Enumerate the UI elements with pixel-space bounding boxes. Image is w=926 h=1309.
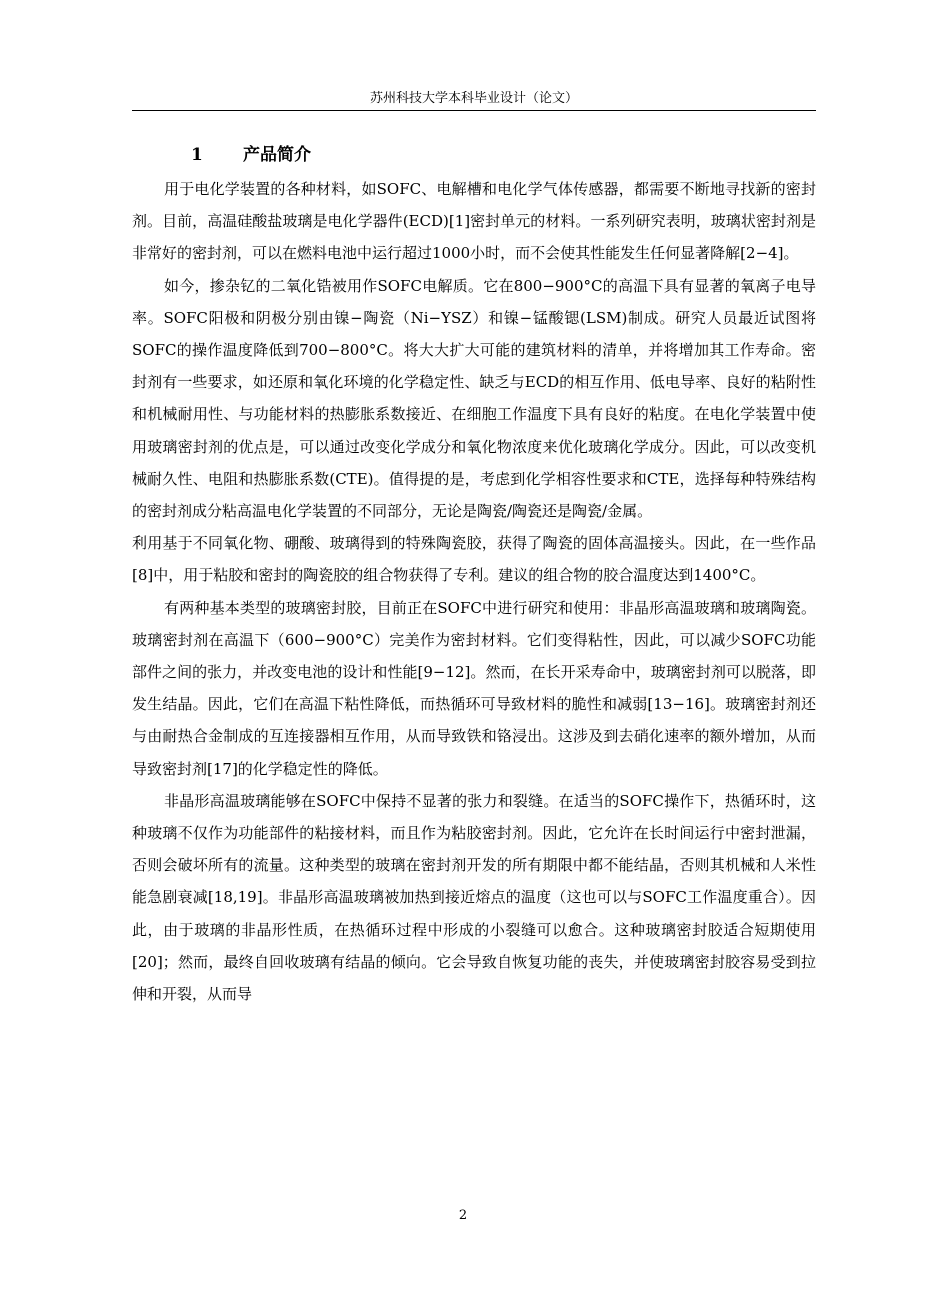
paragraph-3: 利用基于不同氧化物、硼酸、玻璃得到的特殊陶瓷胶，获得了陶瓷的固体高温接头。因此，在一些作品[8]中，用于粘胶和密封的陶瓷胶的组合物获得了专利。建议的组合物的胶合温度达到1400°C。	[132, 534, 816, 585]
section-heading	[191, 142, 311, 168]
page-number: 2	[458, 1208, 468, 1223]
body-text	[132, 173, 816, 1010]
section-title: 产品简介	[243, 145, 311, 165]
paragraph-1: 用于电化学装置的各种材料，如SOFC、电解槽和电化学气体传感器，都需要不断地寻找新的密封剂。目前，高温硅酸盐玻璃是电化学器件(ECD)[1]密封单元的材料。一系列研究表明，玻璃状密封剂是非常好的密封剂，可以在燃料电池中运行超过1000小时，而不会使其性能发生任何显著降解[2−4]。	[132, 180, 816, 263]
paragraph-4: 有两种基本类型的玻璃密封胶，目前正在SOFC中进行研究和使用：非晶形高温玻璃和玻璃陶瓷。玻璃密封剂在高温下（600−900°C）完美作为密封材料。它们变得粘性，因此，可以减少SOFC功能部件之间的张力，并改变电池的设计和性能[9−12]。然而，在长开采寿命中，玻璃密封剂可以脱落，即发生结晶。因此，它们在高温下粘性降低，而热循环可导致材料的脆性和减弱[13−16]。玻璃密封剂还与由耐热合金制成的互连接器相互作用，从而导致铁和铬浸出。这涉及到去硝化速率的额外增加，从而导致密封剂[17]的化学稳定性的降低。	[132, 598, 816, 778]
paragraph-2: 如今，掺杂钇的二氧化锆被用作SOFC电解质。它在800−900°C的高温下具有显著的氧离子电导率。SOFC阳极和阴极分别由镍−陶瓷（Ni−YSZ）和镍−锰酸锶(LSM)制成。研究人员最近试图将SOFC的操作温度降低到700−800°C。将大大扩大可能的建筑材料的清单，并将增加其工作寿命。密封剂有一些要求，如还原和氧化环境的化学稳定性、缺乏与ECD的相互作用、低电导率、良好的粘附性和机械耐用性、与功能材料的热膨胀系数接近、在细胞工作温度下具有良好的粘度。在电化学装置中使用玻璃密封剂的优点是，可以通过改变化学成分和氧化物浓度来优化玻璃化学成分。因此，可以改变机械耐久性、电阻和热膨胀系数(CTE)。值得提的是，考虑到化学相容性要求和CTE，选择每种特殊结构的密封剂成分粘高温电化学装置的不同部分，无论是陶瓷/陶瓷还是陶瓷/金属。	[132, 276, 816, 521]
section-number: 1	[191, 145, 203, 165]
header-divider	[132, 110, 816, 111]
paragraph-5: 非晶形高温玻璃能够在SOFC中保持不显著的张力和裂缝。在适当的SOFC操作下，热循环时，这种玻璃不仅作为功能部件的粘接材料，而且作为粘胶密封剂。因此，它允许在长时间运行中密封泄漏，否则会破坏所有的流量。这种类型的玻璃在密封剂开发的所有期限中都不能结晶，否则其机械和人米性能急剧衰减[18,19]。非晶形高温玻璃被加热到接近熔点的温度（这也可以与SOFC工作温度重合）。因此，由于玻璃的非晶形性质，在热循环过程中形成的小裂缝可以愈合。这种玻璃密封胶适合短期使用[20]；然而，最终自回收玻璃有结晶的倾向。它会导致自恢复功能的丧失，并使玻璃密封胶容易受到拉伸和开裂，从而导	[132, 791, 816, 1004]
page-header: 苏州科技大学本科毕业设计（论文）	[369, 91, 578, 106]
